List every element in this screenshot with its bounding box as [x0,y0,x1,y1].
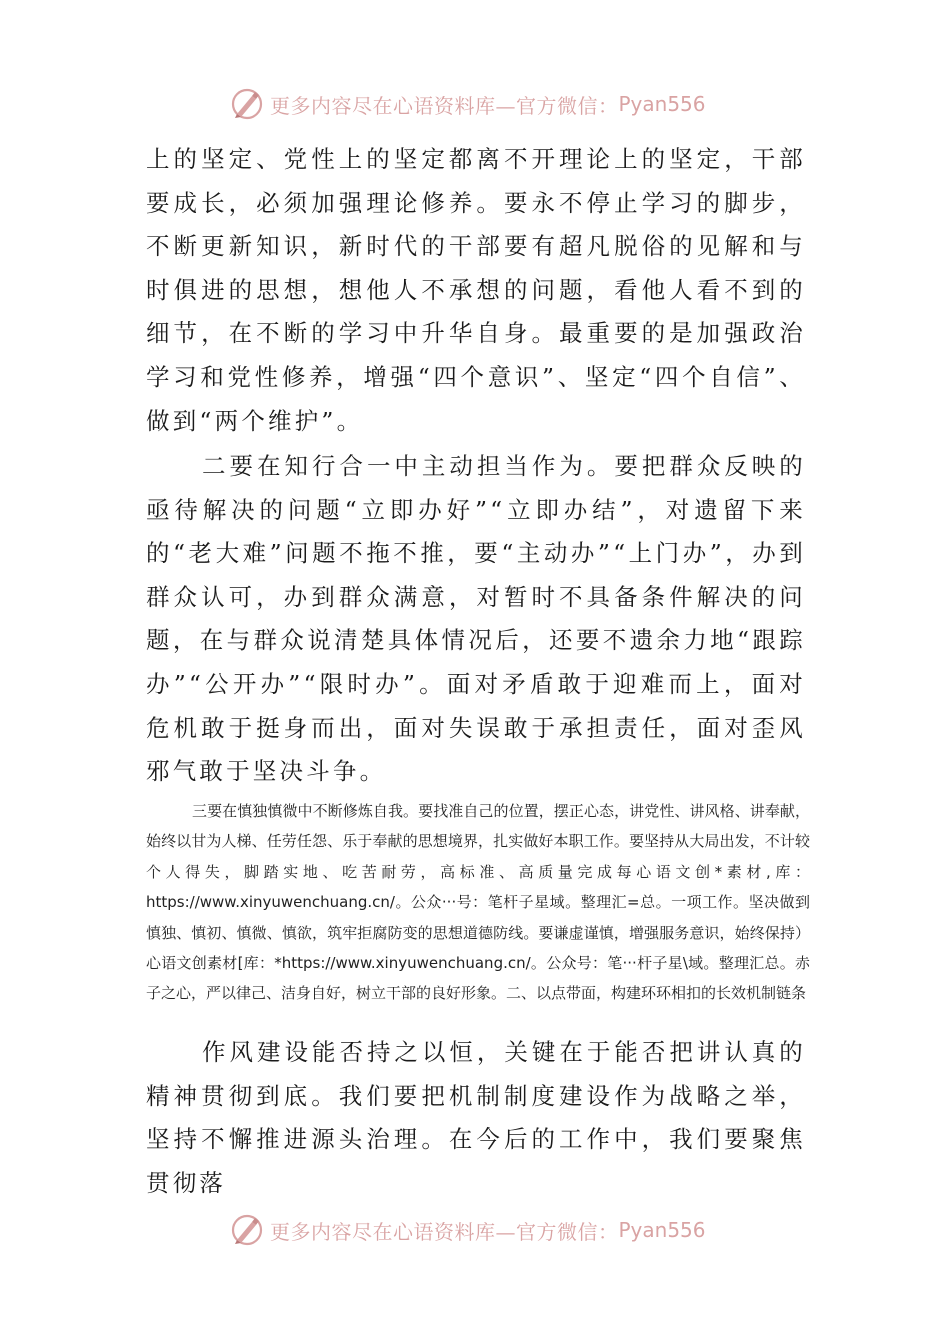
header-banner [230,86,706,122]
footer-banner [230,1212,706,1248]
footer-banner-wechat-id: Pyan556 [618,1218,706,1242]
pen-circle-logo-icon [230,87,264,121]
paragraph-3-small: 三要在慎独慎微中不断修炼自我。要找准自己的位置，摆正心态，讲党性、讲风格、讲奉献，始终以甘为人梯、任劳任怨、乐于奉献的思想境界，扎实做好本职工作。要坚持从大局出发，不计较个人得失，脚踏实地、吃苦耐劳，高标准、高质量完成每心语文创*素材,库：https://www.xinyuwenchuang.cn/。公众···号：笔杆子星域。整理汇=总。一项工作。坚决做到慎独、慎初、慎微、慎欲，筑牢拒腐防变的思想道德防线。要谦虚谨慎，增强服务意识，始终保持）心语文创素材[库：*https://www.xinyuwenchuang.cn/。公众号：笔···杆子星\域。整理汇总。赤子之心，严以律己、洁身自好，树立干部的良好形象。二、以点带面，构建环环相扣的长效机制链条 [146,802,810,1003]
paragraph-4: 作风建设能否持之以恒，关键在于能否把讲认真的精神贯彻到底。我们要把机制制度建设作为战略之举，坚持不懈推进源头治理。在今后的工作中，我们要聚焦贯彻落 [146,1038,806,1197]
footer-banner-text: 更多内容尽在心语资料库—官方微信： [270,1219,619,1244]
paragraph-1: 上的坚定、党性上的坚定都离不开理论上的坚定，干部要成长，必须加强理论修养。要永不停止学习的脚步，不断更新知识，新时代的干部要有超凡脱俗的见解和与时俱进的思想，想他人不承想的问题，看他人看不到的细节，在不断的学习中升华自身。最重要的是加强政治学习和党性修养，增强“四个意识”、坚定“四个自信”、做到“两个维护”。 [146,145,806,435]
pen-circle-logo-icon [230,1213,264,1247]
banner-wechat-id: Pyan556 [618,92,706,116]
banner-text: 更多内容尽在心语资料库—官方微信： [270,93,619,118]
paragraph-2: 二要在知行合一中主动担当作为。要把群众反映的亟待解决的问题“立即办好”“立即办结”，对遗留下来的“老大难”问题不拖不推，要“主动办”“上门办”，办到群众认可，办到群众满意，对暂时不具备条件解决的问题，在与群众说清楚具体情况后，还要不遗余力地“跟踪办”“公开办”“限时办”。面对矛盾敢于迎难而上，面对危机敢于挺身而出，面对失误敢于承担责任，面对歪风邪气敢于坚决斗争。 [146,452,806,786]
